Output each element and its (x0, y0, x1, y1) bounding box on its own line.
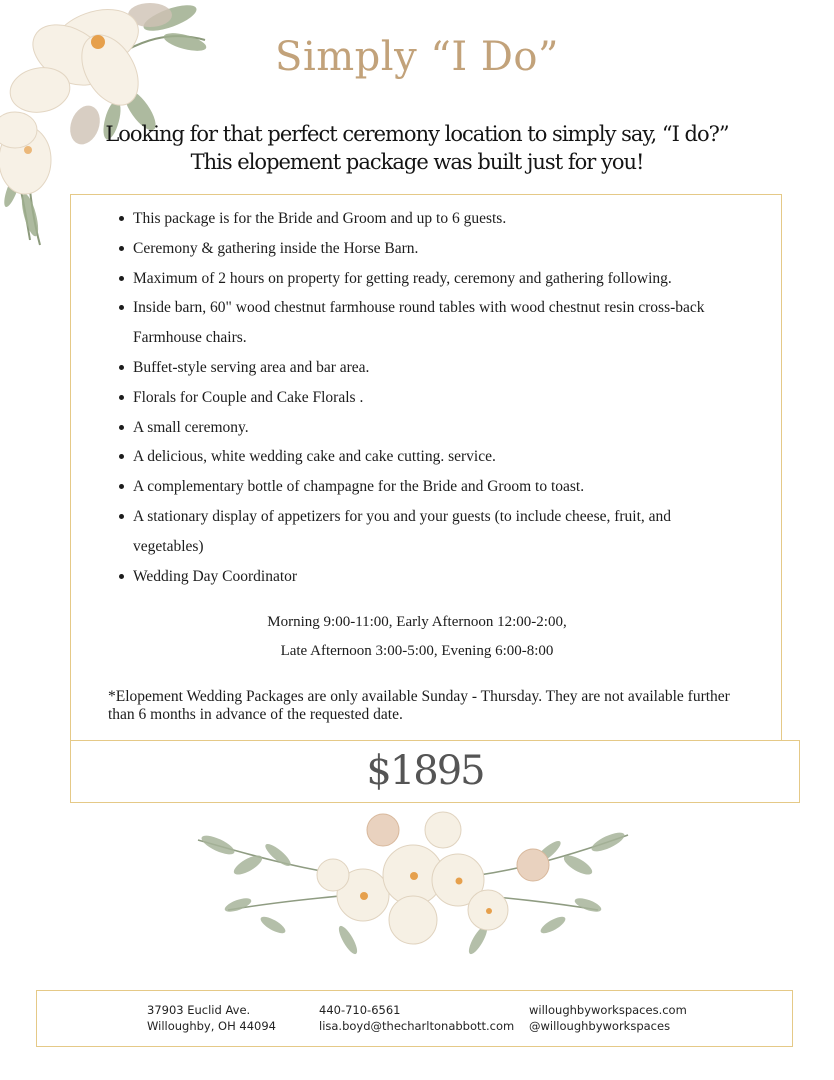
website-link[interactable]: willoughbyworkspaces.com (529, 1003, 687, 1017)
package-price: $1895 (366, 748, 484, 794)
phone-number[interactable]: 440-710-6561 (319, 1003, 401, 1017)
feature-item: A small ceremony. (112, 413, 742, 443)
subtitle-line-1: Looking for that perfect ceremony location to simply say, “I do?” (105, 122, 729, 146)
time-slots-line-1: Morning 9:00-11:00, Early Afternoon 12:00-2:00, (267, 614, 567, 630)
feature-item: A complementary bottle of champagne for the Bride and Groom to toast. (112, 472, 742, 502)
feature-item: Maximum of 2 hours on property for getting ready, ceremony and gathering following. (112, 264, 742, 294)
address-line-2: Willoughby, OH 44094 (147, 1019, 276, 1033)
footer-web (529, 1002, 687, 1034)
feature-item: This package is for the Bride and Groom and up to 6 guests. (112, 204, 742, 234)
feature-list (112, 204, 742, 591)
feature-item: Wedding Day Coordinator (112, 562, 742, 592)
footer-contact (319, 1002, 514, 1034)
time-slots (0, 608, 834, 666)
feature-item: A stationary display of appetizers for you and your guests (to include cheese, fruit, and vegetables) (112, 502, 742, 562)
availability-note: *Elopement Wedding Packages are only available Sunday - Thursday. They are not available further than 6 months in advance of the requested date. (108, 688, 730, 723)
feature-item: A delicious, white wedding cake and cake cutting. service. (112, 442, 742, 472)
feature-item: Inside barn, 60" wood chestnut farmhouse round tables with wood chestnut resin cross-back Farmhouse chairs. (112, 293, 742, 353)
feature-item: Ceremony & gathering inside the Horse Barn. (112, 234, 742, 264)
address-line-1: 37903 Euclid Ave. (147, 1003, 251, 1017)
social-handle[interactable]: @willoughbyworkspaces (529, 1019, 671, 1033)
time-slots-line-2: Late Afternoon 3:00-5:00, Evening 6:00-8:00 (280, 643, 554, 659)
floral-garland-illustration (188, 800, 638, 970)
feature-item: Florals for Couple and Cake Florals . (112, 383, 742, 413)
footer-address (147, 1002, 276, 1034)
email-link[interactable]: lisa.boyd@thecharltonabbott.com (319, 1019, 515, 1033)
page-title: Simply “I Do” (275, 34, 559, 80)
subtitle (0, 120, 834, 176)
subtitle-line-2: This elopement package was built just for you! (190, 150, 644, 174)
feature-item: Buffet-style serving area and bar area. (112, 353, 742, 383)
